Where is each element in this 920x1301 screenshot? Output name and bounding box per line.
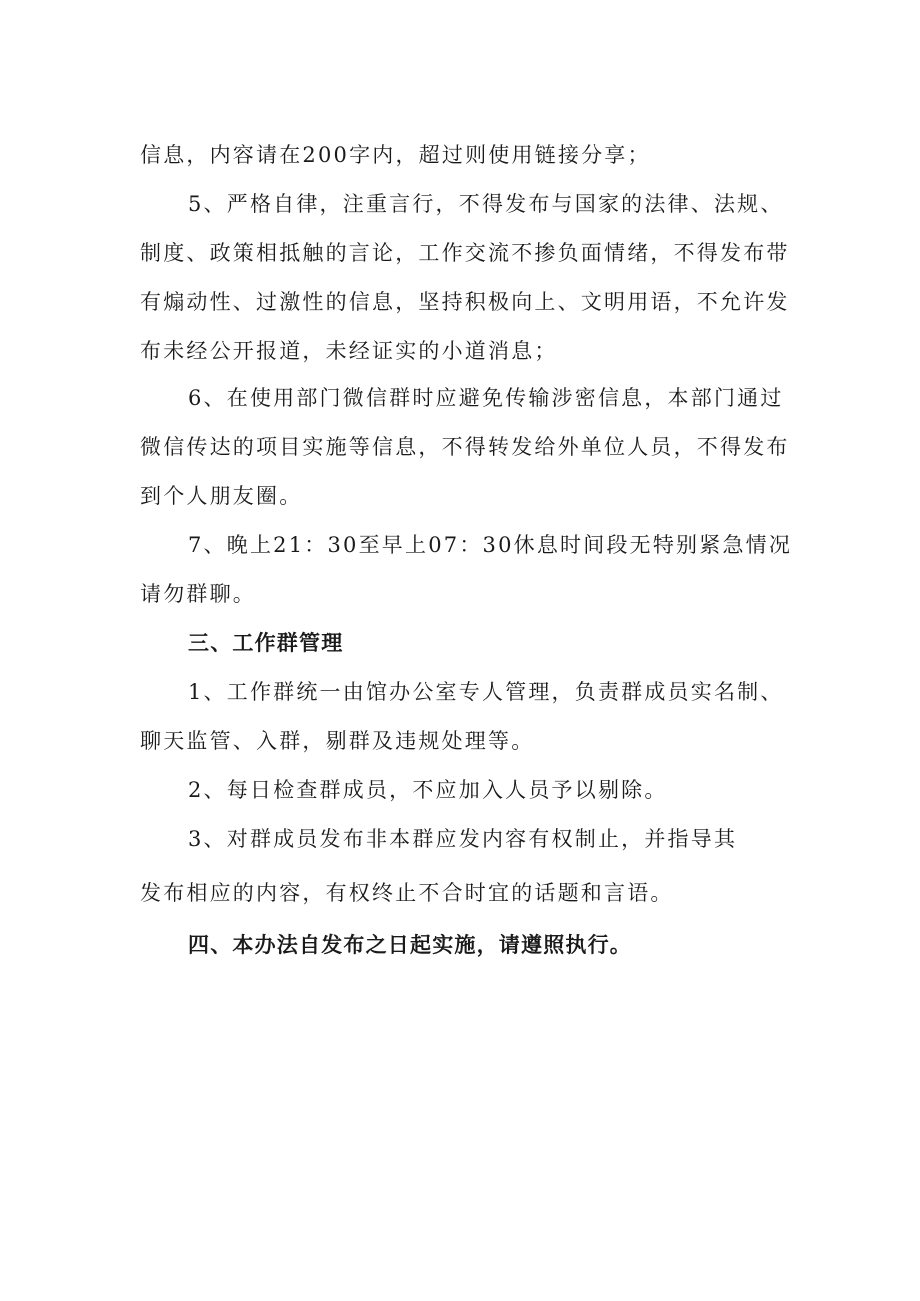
- paragraph-line: 5、严格自律，注重言行，不得发布与国家的法律、法规、: [188, 192, 784, 216]
- paragraph-line: 1、工作群统一由馆办公室专人管理，负责群成员实名制、: [188, 680, 784, 704]
- paragraph-line: 7、晚上21：30至早上07：30休息时间段无特别紧急情况: [188, 533, 793, 557]
- paragraph-line: 6、在使用部门微信群时应避免传输涉密信息，本部门通过: [188, 386, 784, 410]
- section-heading: 三、工作群管理: [188, 631, 344, 655]
- paragraph-line: 信息，内容请在200字内，超过则使用链接分享；: [140, 143, 651, 167]
- paragraph-line: 制度、政策相抵触的言论，工作交流不掺负面情绪，不得发布带: [140, 241, 790, 265]
- paragraph-line: 2、每日检查群成员，不应加入人员予以剔除。: [188, 778, 668, 802]
- paragraph-line: 3、对群成员发布非本群应发内容有权制止，并指导其: [188, 827, 738, 851]
- paragraph-line: 布未经公开报道，未经证实的小道消息；: [140, 339, 558, 363]
- paragraph-line: 到个人朋友圈。: [140, 484, 303, 508]
- section-heading: 四、本办法自发布之日起实施，请遵照执行。: [188, 933, 632, 957]
- paragraph-line: 发布相应的内容，有权终止不合时宜的话题和言语。: [140, 881, 674, 905]
- paragraph-line: 有煽动性、过激性的信息，坚持积极向上、文明用语，不允许发: [140, 290, 790, 314]
- paragraph-line: 微信传达的项目实施等信息，不得转发给外单位人员，不得发布: [140, 435, 790, 459]
- paragraph-line: 请勿群聊。: [140, 582, 256, 606]
- paragraph-line: 聊天监管、入群，剔群及违规处理等。: [140, 729, 535, 753]
